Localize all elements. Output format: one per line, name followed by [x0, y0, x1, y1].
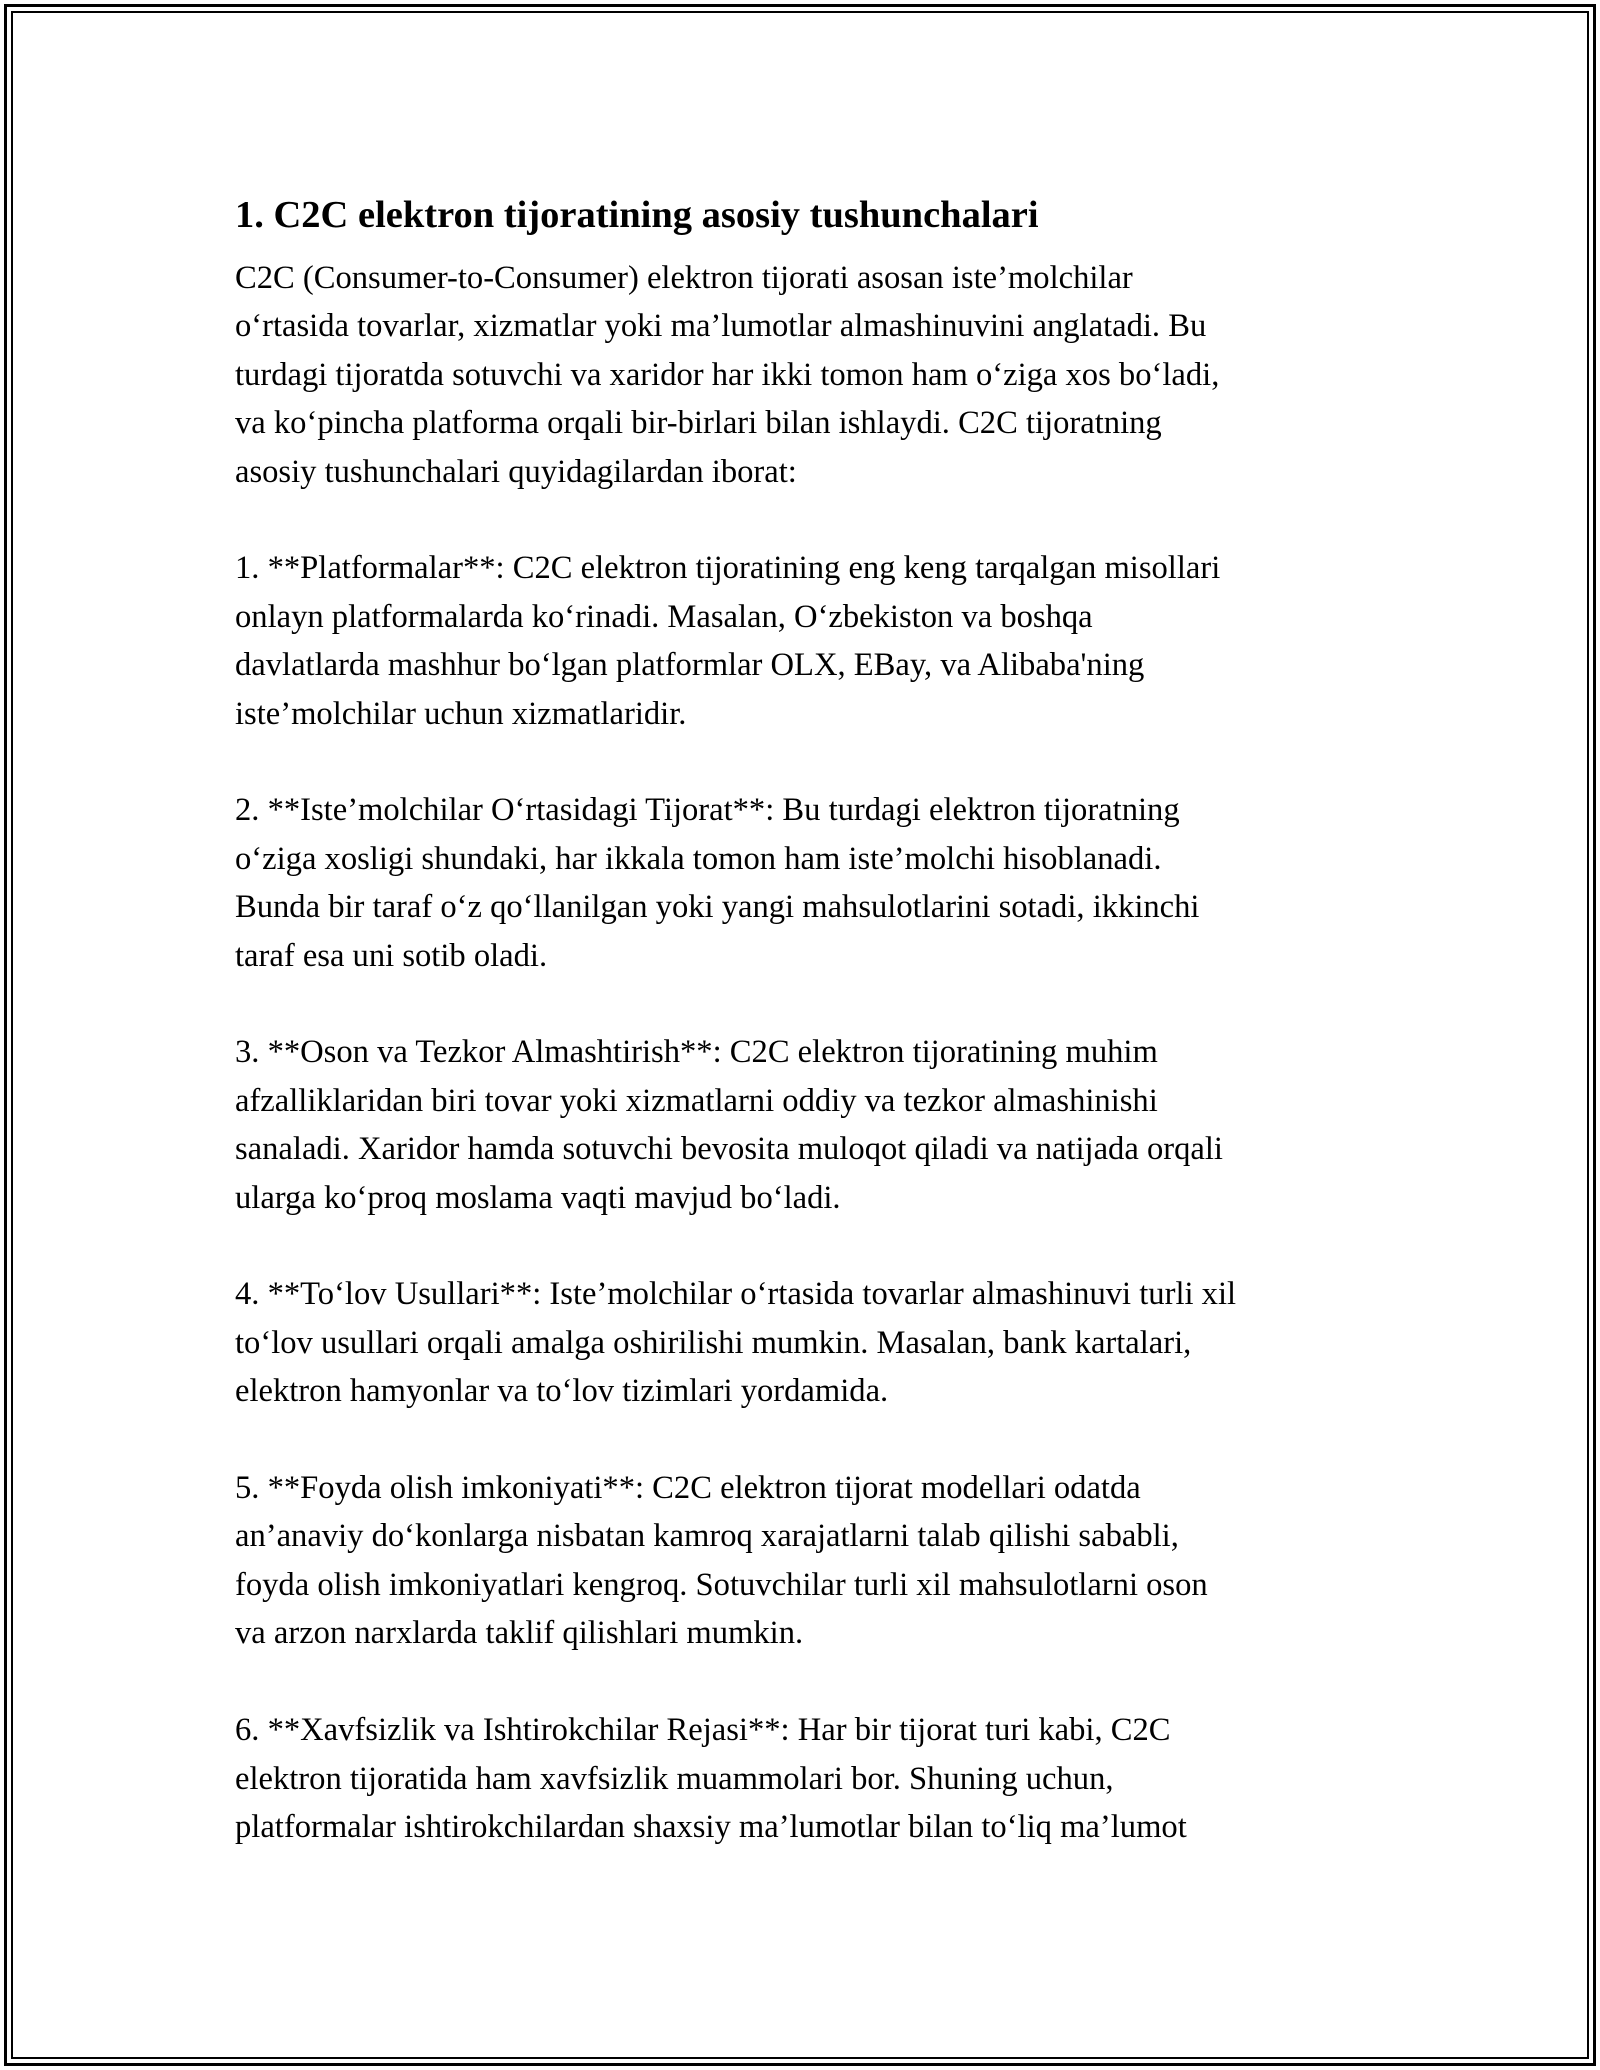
text-line: elektron hamyonlar va to‘lov tizimlari yordamida.	[235, 1373, 889, 1410]
text-line: turdagi tijoratda sotuvchi va xaridor har ikki tomon ham o‘ziga xos bo‘ladi,	[235, 356, 1220, 393]
text-line: asosiy tushunchalari quyidagilardan iborat:	[235, 453, 797, 490]
list-item-oson-va-tezkor-almashtirish	[235, 1028, 1375, 1222]
text-line: platformalar ishtirokchilardan shaxsiy ma’lumotlar bilan to‘liq ma’lumot	[235, 1808, 1187, 1845]
text-line: sanaladi. Xaridor hamda sotuvchi bevosita muloqot qiladi va natijada orqali	[235, 1131, 1223, 1168]
text-line: 5. **Foyda olish imkoniyati**: C2C elektron tijorat modellari odatda	[235, 1470, 1141, 1507]
list-item-tolov-usullari	[235, 1270, 1375, 1415]
text-line: elektron tijoratida ham xavfsizlik muammolari bor. Shuning uchun,	[235, 1760, 1114, 1797]
text-line: va ko‘pincha platforma orqali bir-birlari bilan ishlaydi. C2C tijoratning	[235, 405, 1162, 442]
text-line: ularga ko‘proq moslama vaqti mavjud bo‘ladi.	[235, 1179, 841, 1216]
text-line: taraf esa uni sotib oladi.	[235, 937, 548, 974]
text-line: foyda olish imkoniyatlari kengroq. Sotuvchilar turli xil mahsulotlarni oson	[235, 1566, 1208, 1603]
text-line: 4. **To‘lov Usullari**: Iste’molchilar o‘rtasida tovarlar almashinuvi turli xil	[235, 1276, 1237, 1313]
text-line: va arzon narxlarda taklif qilishlari mumkin.	[235, 1615, 804, 1652]
text-line: o‘rtasida tovarlar, xizmatlar yoki ma’lumotlar almashinuvini anglatadi. Bu	[235, 308, 1207, 345]
text-line: o‘ziga xosligi shundaki, har ikkala tomon ham iste’molchi hisoblanadi.	[235, 840, 1162, 877]
text-line: 2. **Iste’molchilar O‘rtasidagi Tijorat**: Bu turdagi elektron tijoratning	[235, 792, 1180, 829]
text-line: onlayn platformalarda ko‘rinadi. Masalan, O‘zbekiston va boshqa	[235, 598, 1093, 635]
text-line: iste’molchilar uchun xizmatlaridir.	[235, 695, 687, 732]
text-line: davlatlarda mashhur bo‘lgan platformlar OLX, EBay, va Alibaba'ning	[235, 647, 1145, 684]
document-body	[235, 186, 1375, 1851]
text-line: 1. **Platformalar**: C2C elektron tijoratining eng keng tarqalgan misollari	[235, 550, 1221, 587]
list-item-platformalar	[235, 544, 1375, 738]
text-line: Bunda bir taraf o‘z qo‘llanilgan yoki yangi mahsulotlarini sotadi, ikkinchi	[235, 889, 1200, 926]
section-heading: 1. C2C elektron tijoratining asosiy tushunchalari	[235, 194, 1039, 236]
text-line: an’anaviy do‘konlarga nisbatan kamroq xarajatlarni talab qilishi sababli,	[235, 1518, 1179, 1555]
intro-paragraph	[235, 254, 1375, 496]
list-item-foyda-olish-imkoniyati	[235, 1464, 1375, 1658]
text-line: C2C (Consumer-to-Consumer) elektron tijorati asosan iste’molchilar	[235, 260, 1133, 296]
text-line: 3. **Oson va Tezkor Almashtirish**: C2C elektron tijoratining muhim	[235, 1034, 1158, 1071]
list-item-xavfsizlik-va-ishtirokchilar-rejasi	[235, 1706, 1375, 1851]
text-line: 6. **Xavfsizlik va Ishtirokchilar Rejasi**: Har bir tijorat turi kabi, C2C	[235, 1712, 1171, 1749]
text-line: afzalliklaridan biri tovar yoki xizmatlarni oddiy va tezkor almashinishi	[235, 1082, 1158, 1119]
list-item-istemolchilar-ortasidagi-tijorat	[235, 786, 1375, 980]
text-line: to‘lov usullari orqali amalga oshirilishi mumkin. Masalan, bank kartalari,	[235, 1324, 1192, 1361]
